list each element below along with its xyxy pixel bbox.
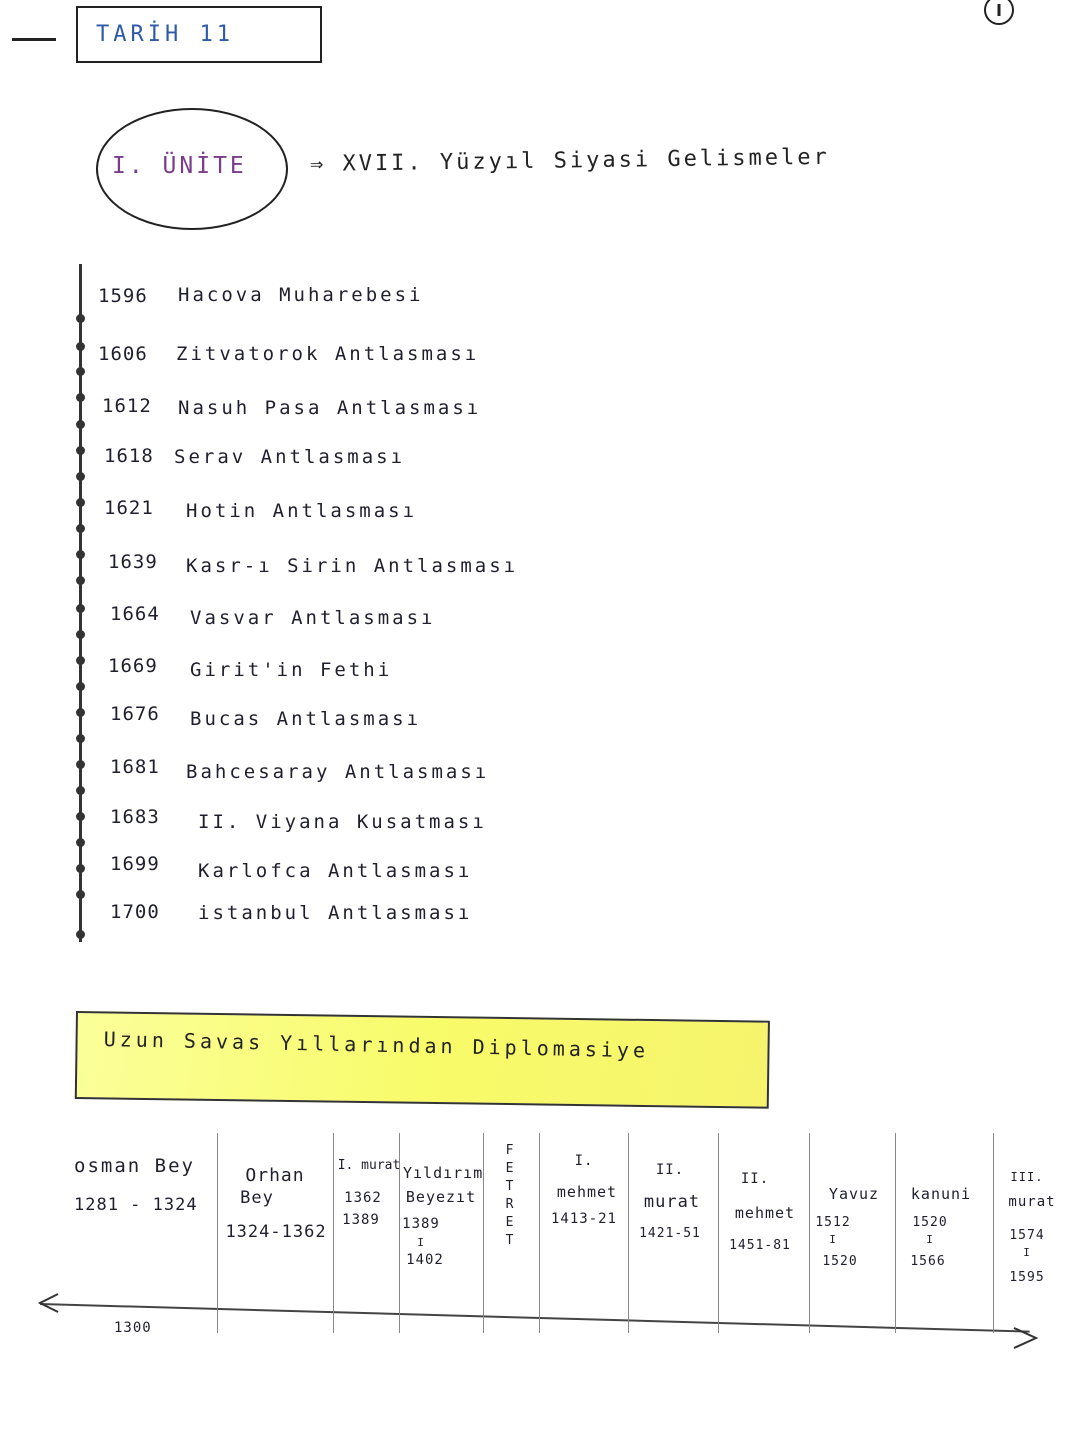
column-separator bbox=[217, 1133, 218, 1333]
event-year: 1664 bbox=[110, 603, 160, 625]
event-year: 1639 bbox=[108, 551, 158, 573]
event-year: 1681 bbox=[110, 756, 160, 778]
arrow-right-icon bbox=[1010, 1326, 1040, 1350]
year-separator: I bbox=[1023, 1246, 1031, 1259]
timeline-dot bbox=[76, 342, 85, 351]
section-highlight-box bbox=[75, 1011, 770, 1109]
sultan-murat3-name: murat bbox=[1008, 1194, 1056, 1210]
sultan-kanuni-end: 1566 bbox=[910, 1254, 946, 1269]
timeline-dot bbox=[76, 446, 85, 455]
year-separator: I bbox=[926, 1233, 934, 1246]
event-year: 1699 bbox=[110, 853, 160, 875]
timeline-dot bbox=[76, 420, 85, 429]
event-year: 1683 bbox=[110, 806, 160, 828]
sultan-orhan-years: 1324-1362 bbox=[225, 1222, 327, 1242]
sultan-murat1-end: 1389 bbox=[342, 1212, 380, 1228]
column-separator bbox=[333, 1133, 334, 1333]
timeline-dot bbox=[76, 812, 85, 821]
fetret-letter: E bbox=[505, 1215, 515, 1230]
event-title: Zitvatorok Antlasması bbox=[176, 343, 480, 365]
margin-dash bbox=[12, 38, 56, 41]
sultan-kanuni-start: 1520 bbox=[912, 1215, 948, 1230]
fetret-letter: R bbox=[505, 1197, 515, 1212]
event-year: 1700 bbox=[110, 901, 160, 923]
event-year: 1612 bbox=[102, 395, 152, 417]
sultan-mehmet2-name: mehmet bbox=[734, 1204, 796, 1222]
sultan-yildirim-title: Beyezıt bbox=[405, 1188, 477, 1206]
sultan-murat3-start: 1574 bbox=[1009, 1228, 1045, 1243]
sultan-murat1-start: 1362 bbox=[344, 1190, 382, 1206]
fetret-letter: F bbox=[505, 1143, 515, 1158]
timeline-dot bbox=[76, 760, 85, 769]
event-title: Girit'in Fethi bbox=[190, 659, 393, 681]
event-year: 1676 bbox=[110, 703, 160, 725]
sultan-murat2-num: II. bbox=[655, 1162, 685, 1178]
sultan-kanuni-name: kanuni bbox=[910, 1185, 972, 1203]
event-title: II. Viyana Kusatması bbox=[198, 811, 487, 833]
column-separator bbox=[718, 1133, 719, 1333]
timeline-dot bbox=[76, 890, 85, 899]
timeline-dot bbox=[76, 786, 85, 795]
info-icon bbox=[980, 0, 1018, 26]
event-title: Kasr-ı Sirin Antlasması bbox=[186, 555, 519, 577]
sultan-mehmet1-name: mehmet bbox=[556, 1183, 618, 1201]
page-title: TARİH 11 bbox=[96, 22, 234, 47]
event-title: Hotin Antlasması bbox=[186, 500, 418, 522]
column-separator bbox=[483, 1133, 484, 1333]
sultan-murat1-name: I. murat bbox=[337, 1158, 401, 1173]
sultan-murat3-end: 1595 bbox=[1009, 1270, 1045, 1285]
arrow-left-icon bbox=[36, 1292, 62, 1314]
event-year: 1621 bbox=[104, 497, 154, 519]
sultan-orhan-title: Bey bbox=[240, 1188, 274, 1208]
timeline-dot bbox=[76, 656, 85, 665]
sultan-osman-name: osman Bey bbox=[74, 1155, 195, 1177]
sultan-timeline-axis bbox=[40, 1303, 1030, 1333]
sultan-mehmet1-num: I. bbox=[574, 1153, 594, 1169]
event-title: istanbul Antlasması bbox=[198, 902, 473, 924]
sultan-osman-years: 1281 - 1324 bbox=[74, 1195, 198, 1215]
column-separator bbox=[895, 1133, 896, 1333]
sultan-murat2-years: 1421-51 bbox=[639, 1226, 701, 1241]
section-title: Uzun Savas Yıllarından Diplomasiye bbox=[103, 1027, 650, 1063]
event-year: 1606 bbox=[98, 343, 148, 365]
sultan-yavuz-name: Yavuz bbox=[828, 1185, 880, 1203]
event-year: 1618 bbox=[104, 445, 154, 467]
timeline-dot bbox=[76, 630, 85, 639]
fetret-letter: T bbox=[505, 1233, 515, 1248]
event-year: 1669 bbox=[108, 655, 158, 677]
sultan-mehmet2-years: 1451-81 bbox=[729, 1238, 791, 1253]
timeline-dot bbox=[76, 498, 85, 507]
timeline-dot bbox=[76, 393, 85, 402]
timeline-dot bbox=[76, 550, 85, 559]
timeline-dot bbox=[76, 524, 85, 533]
sultan-orhan-name: Orhan bbox=[245, 1165, 305, 1186]
sultan-murat2-name: murat bbox=[643, 1192, 701, 1212]
fetret-letter: E bbox=[505, 1161, 515, 1176]
column-separator bbox=[993, 1133, 994, 1333]
timeline-dot bbox=[76, 682, 85, 691]
column-separator bbox=[539, 1133, 540, 1333]
sultan-mehmet2-num: II. bbox=[740, 1171, 770, 1187]
timeline-dot bbox=[76, 734, 85, 743]
event-title: Hacova Muharebesi bbox=[178, 284, 424, 306]
event-title: Serav Antlasması bbox=[174, 446, 406, 468]
sultan-yildirim-end: 1402 bbox=[406, 1252, 444, 1268]
event-title: Bucas Antlasması bbox=[190, 708, 422, 730]
timeline-dot bbox=[76, 838, 85, 847]
column-separator bbox=[628, 1133, 629, 1333]
timeline-dot bbox=[76, 864, 85, 873]
sultan-murat3-num: III. bbox=[1010, 1170, 1044, 1184]
year-separator: I bbox=[417, 1236, 425, 1249]
timeline-dot bbox=[76, 604, 85, 613]
fetret-letter: T bbox=[505, 1179, 515, 1194]
sultan-yildirim-name: Yıldırım bbox=[403, 1164, 484, 1182]
axis-label: 1300 bbox=[114, 1320, 152, 1336]
event-title: Karlofca Antlasması bbox=[198, 860, 473, 882]
event-title: Bahcesaray Antlasması bbox=[186, 761, 490, 783]
event-year: 1596 bbox=[98, 285, 148, 307]
sultan-yavuz-end: 1520 bbox=[822, 1254, 858, 1269]
year-separator: I bbox=[829, 1233, 837, 1246]
sultan-yavuz-start: 1512 bbox=[815, 1215, 851, 1230]
unit-heading: ⇒ XVII. Yüzyıl Siyasi Gelismeler bbox=[309, 144, 830, 177]
sultan-yildirim-start: 1389 bbox=[402, 1216, 440, 1232]
sultan-mehmet1-years: 1413-21 bbox=[550, 1211, 617, 1227]
timeline-dot bbox=[76, 367, 85, 376]
event-title: Nasuh Pasa Antlasması bbox=[178, 397, 482, 419]
timeline-dot bbox=[76, 708, 85, 717]
timeline-dot bbox=[76, 576, 85, 585]
timeline-dot bbox=[76, 472, 85, 481]
timeline-dot bbox=[76, 314, 85, 323]
unit-label: I. ÜNİTE bbox=[112, 153, 247, 179]
timeline-dot bbox=[76, 930, 85, 939]
event-title: Vasvar Antlasması bbox=[190, 607, 436, 629]
